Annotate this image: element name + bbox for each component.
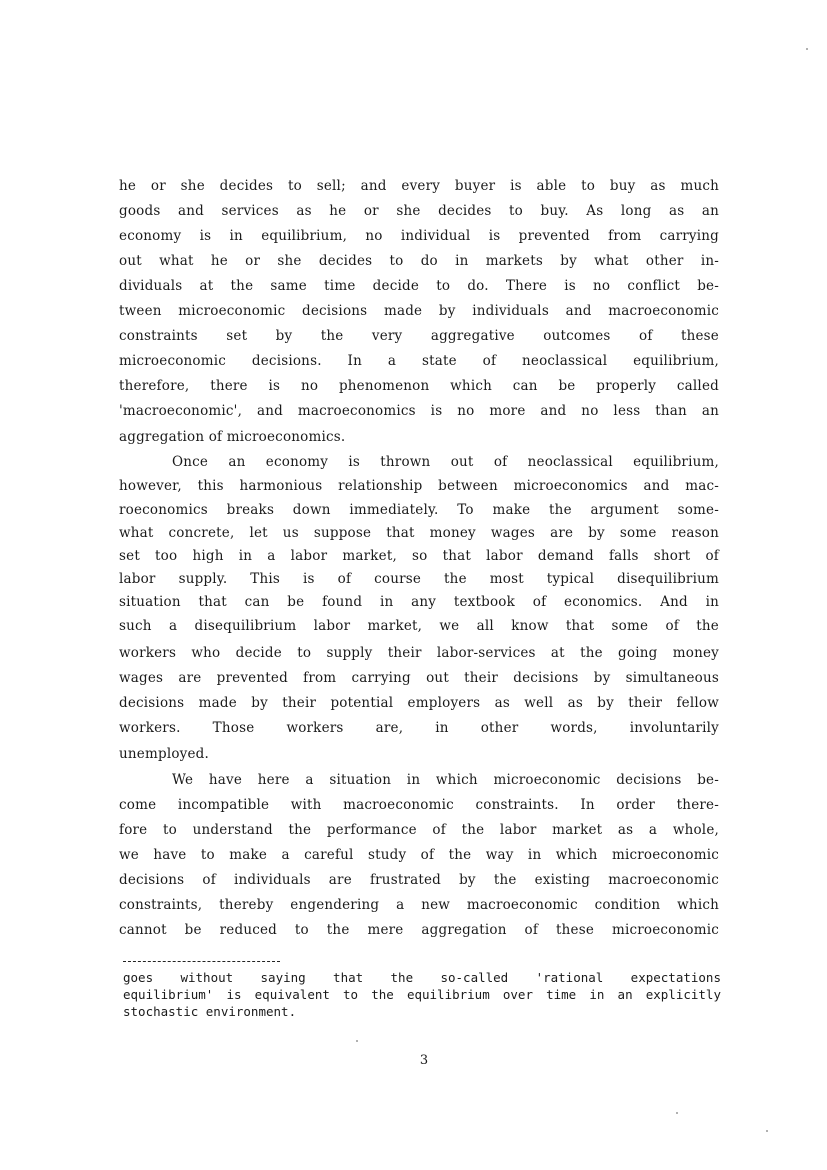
body-line: come incompatible with macroeconomic constraints. In order there- (119, 797, 719, 813)
body-line: workers. Those workers are, in other words, involuntarily (119, 720, 719, 736)
footnote-line: equilibrium' is equivalent to the equilibrium over time in an explicitly (123, 987, 721, 1002)
body-line: goods and services as he or she decides to buy. As long as an (119, 203, 719, 219)
body-line: labor supply. This is of course the most typical disequilibrium (119, 571, 719, 587)
body-line: aggregation of microeconomics. (119, 429, 346, 445)
body-line: economy is in equilibrium, no individual is prevented from carrying (119, 228, 719, 244)
body-line: microeconomic decisions. In a state of neoclassical equilibrium, (119, 353, 719, 369)
footnote-separator (123, 961, 280, 962)
body-line: decisions made by their potential employers as well as by their fellow (119, 695, 719, 711)
body-line: set too high in a labor market, so that labor demand falls short of (119, 548, 719, 564)
body-line: such a disequilibrium labor market, we all know that some of the (119, 618, 719, 634)
scan-speck (806, 48, 808, 50)
body-line: constraints set by the very aggregative outcomes of these (119, 328, 719, 344)
body-line: workers who decide to supply their labor-services at the going money (119, 645, 719, 661)
body-line: roeconomics breaks down immediately. To make the argument some- (119, 502, 719, 518)
page-number: 3 (419, 1053, 429, 1068)
body-line: he or she decides to sell; and every buyer is able to buy as much (119, 178, 719, 194)
body-line: out what he or she decides to do in markets by what other in- (119, 253, 719, 269)
body-line: wages are prevented from carrying out their decisions by simultaneous (119, 670, 719, 686)
body-line: tween microeconomic decisions made by individuals and macroeconomic (119, 303, 719, 319)
body-line: however, this harmonious relationship between microeconomics and mac- (119, 478, 719, 494)
body-line: dividuals at the same time decide to do. There is no conflict be- (119, 278, 719, 294)
paragraph-first-line: We have here a situation in which microeconomic decisions be- (172, 772, 719, 788)
footnote-line: goes without saying that the so-called 'rational expectations (123, 970, 721, 985)
body-line: situation that can be found in any textbook of economics. And in (119, 594, 719, 610)
body-line: what concrete, let us suppose that money wages are by some reason (119, 525, 719, 541)
body-line: fore to understand the performance of the labor market as a whole, (119, 822, 719, 838)
scan-speck (766, 1130, 768, 1132)
body-line: unemployed. (119, 746, 210, 762)
body-line: therefore, there is no phenomenon which can be properly called (119, 378, 719, 394)
paragraph-first-line: Once an economy is thrown out of neoclassical equilibrium, (172, 454, 719, 470)
scan-speck (676, 1112, 678, 1114)
body-line: we have to make a careful study of the way in which microeconomic (119, 847, 719, 863)
body-line: 'macroeconomic', and macroeconomics is no more and no less than an (119, 403, 719, 419)
body-line: decisions of individuals are frustrated by the existing macroeconomic (119, 872, 719, 888)
body-line: cannot be reduced to the mere aggregation of these microeconomic (119, 922, 719, 938)
body-line: constraints, thereby engendering a new macroeconomic condition which (119, 897, 719, 913)
scan-speck (356, 1040, 358, 1042)
footnote-line: stochastic environment. (123, 1004, 297, 1019)
